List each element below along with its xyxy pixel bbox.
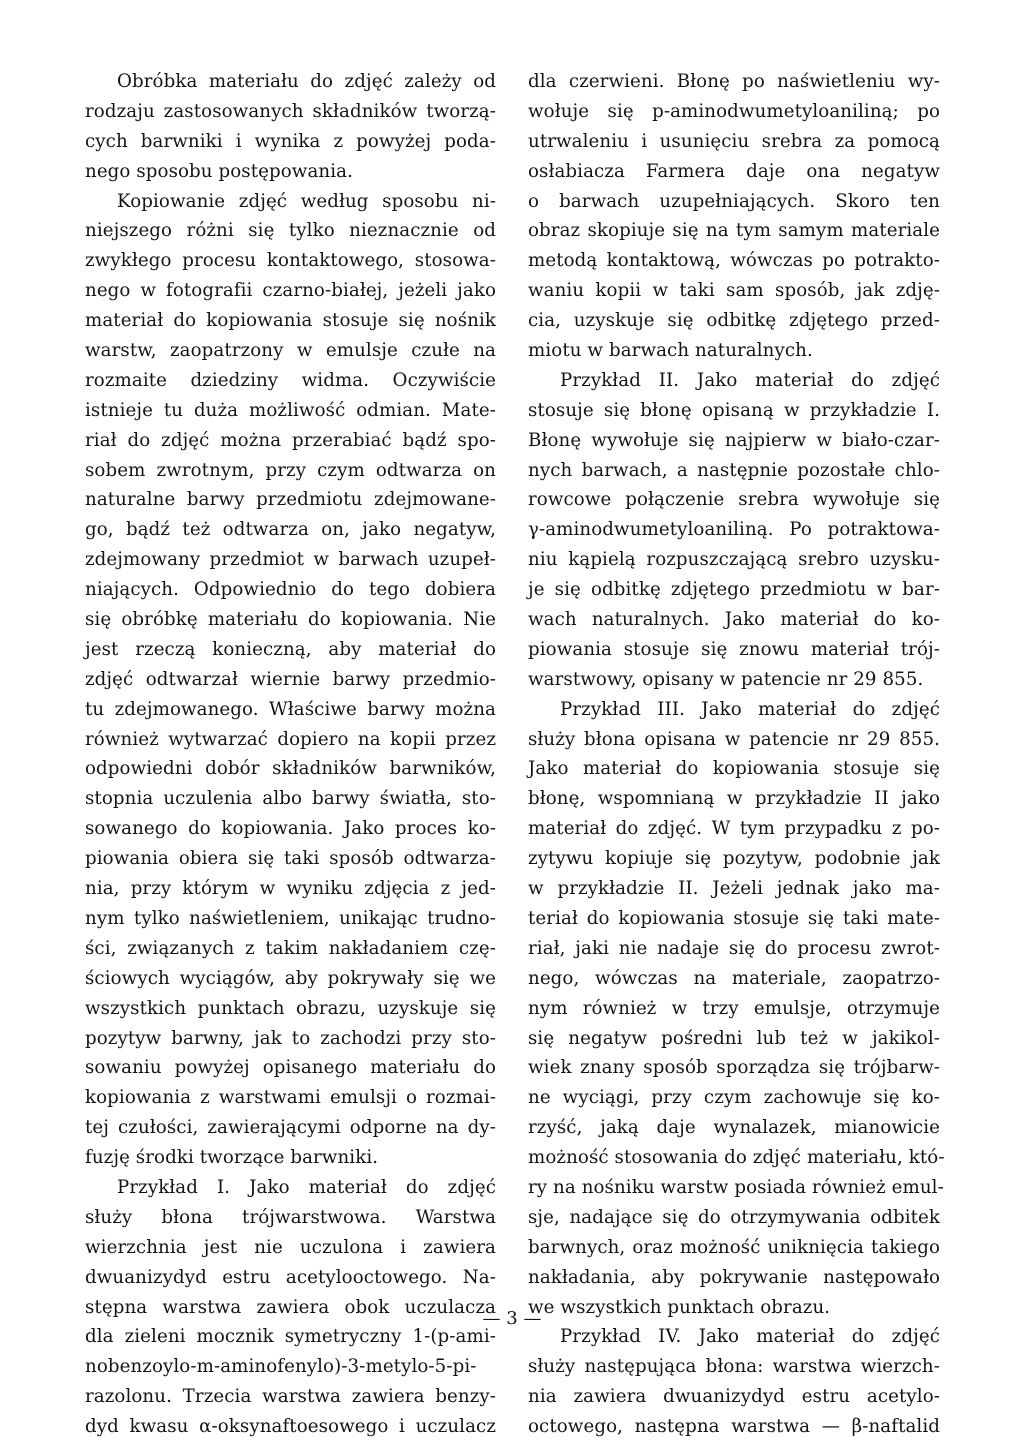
- text-line: je się odbitkę zdjętego przedmiotu w bar-: [528, 579, 940, 601]
- text-line: nakładania, aby pokrywanie następowało: [528, 1266, 940, 1288]
- text-line: dwuanizydyd estru acetylooctowego. Na-: [85, 1266, 496, 1288]
- text-line: się negatyw pośredni lub też w jakikol-: [528, 1027, 940, 1049]
- text-line: Błonę wywołuje się najpierw w biało-czar-: [528, 429, 940, 451]
- text-line: zdejmowany przedmiot w barwach uzupeł-: [85, 549, 496, 571]
- text-line: razolonu. Trzecia warstwa zawiera benzy-: [85, 1386, 496, 1408]
- text-line: rowcowe połączenie srebra wywołuje się: [528, 489, 940, 511]
- text-line: nym również w trzy emulsje, otrzymuje: [528, 997, 940, 1019]
- text-line: γ-aminodwumetyloaniliną. Po potraktowa-: [528, 519, 940, 541]
- text-line: we wszystkich punktach obrazu.: [528, 1296, 831, 1318]
- text-line: go, bądź też odtwarza on, jako negatyw,: [85, 519, 496, 541]
- text-line: zdjęć odtwarzał wiernie barwy przedmio-: [85, 668, 496, 690]
- text-line: o barwach uzupełniających. Skoro ten: [528, 190, 940, 212]
- text-line: Przykład III. Jako materiał do zdjęć: [560, 698, 940, 720]
- text-line: dla zieleni mocznik symetryczny 1-(p-ami-: [85, 1326, 496, 1348]
- text-line: riał, jaki nie nadaje się do procesu zwrot-: [528, 937, 940, 959]
- text-line: w przykładzie II. Jeżeli jednak jako ma-: [528, 878, 940, 900]
- text-line: odpowiedni dobór składników barwników,: [85, 758, 496, 780]
- text-line: fuzję środki tworzące barwniki.: [85, 1147, 379, 1169]
- text-line: służy błona trójwarstwowa. Warstwa: [85, 1206, 496, 1228]
- text-line: rodzaju zastosowanych składników tworzą-: [85, 100, 496, 122]
- text-line: teriał do kopiowania stosuje się taki mate-: [528, 907, 940, 929]
- text-line: riał do zdjęć można przerabiać bądź spo-: [85, 429, 496, 451]
- text-line: ry na nośniku warstw posiada również emul-: [528, 1176, 944, 1198]
- text-line: nego sposobu postępowania.: [85, 160, 353, 182]
- text-line: jest rzeczą konieczną, aby materiał do: [85, 638, 496, 660]
- text-line: błonę, wspomnianą w przykładzie II jako: [528, 788, 940, 810]
- text-line: Kopiowanie zdjęć według sposobu ni-: [117, 190, 496, 212]
- text-line: naturalne barwy przedmiotu zdejmowane-: [85, 489, 496, 511]
- text-line: zwykłego procesu kontaktowego, stosowa-: [85, 250, 496, 272]
- left-text-column: [85, 67, 496, 1442]
- text-line: materiał do kopiowania stosuje się nośnik: [85, 310, 496, 332]
- text-line: osłabiacza Farmera daje ona negatyw: [528, 160, 940, 182]
- text-line: wach naturalnych. Jako materiał do ko-: [528, 609, 940, 631]
- text-line: octowego, następna warstwa — β-naftalid: [528, 1416, 940, 1438]
- text-line: Jako materiał do kopiowania stosuje się: [528, 758, 940, 780]
- text-line: materiał do zdjęć. W tym przypadku z po-: [528, 818, 940, 840]
- text-line: służy następująca błona: warstwa wierzch-: [528, 1356, 940, 1378]
- text-line: się obróbkę materiału do kopiowania. Nie: [85, 609, 496, 631]
- text-line: sowanego do kopiowania. Jako proces ko-: [85, 818, 496, 840]
- text-line: nego, wówczas na materiale, zaopatrzo-: [528, 967, 940, 989]
- text-line: nych barwach, a następnie pozostałe chlo-: [528, 459, 940, 481]
- text-line: piowania stosuje się znowu materiał trój-: [528, 638, 940, 660]
- text-line: warstw, zaopatrzony w emulsje czułe na: [85, 340, 496, 362]
- text-line: sowaniu powyżej opisanego materiału do: [85, 1057, 496, 1079]
- text-line: tu zdejmowanego. Właściwe barwy można: [85, 698, 496, 720]
- text-line: ści, związanych z takim nakładaniem czę-: [85, 937, 496, 959]
- text-line: niających. Odpowiednio do tego dobiera: [85, 579, 496, 601]
- text-line: sje, nadające się do otrzymywania odbitek: [528, 1206, 940, 1228]
- text-line: waniu kopii w taki sam sposób, jak zdję-: [528, 280, 940, 302]
- text-line: niejszego różni się tylko nieznacznie od: [85, 220, 496, 242]
- text-line: warstwowy, opisany w patencie nr 29 855.: [528, 668, 924, 690]
- text-line: dla czerwieni. Błonę po naświetleniu wy-: [528, 71, 940, 92]
- text-line: możność stosowania do zdjęć materiału, któ-: [528, 1147, 945, 1169]
- right-text-column: [528, 67, 945, 1442]
- text-line: barwnych, oraz możność uniknięcia takiego: [528, 1236, 940, 1258]
- text-line: Obróbka materiału do zdjęć zależy od: [117, 71, 496, 92]
- text-line: piowania obiera się taki sposób odtwarza-: [85, 848, 496, 870]
- text-line: nia zawiera dwuanizydyd estru acetylo-: [528, 1386, 940, 1408]
- text-line: Przykład II. Jako materiał do zdjęć: [560, 369, 940, 391]
- text-line: obraz skopiuje się na tym samym materiale: [528, 220, 940, 242]
- text-line: zytywu kopiuje się pozytyw, podobnie jak: [528, 848, 940, 870]
- text-line: stosuje się błonę opisaną w przykładzie I.: [528, 399, 940, 421]
- text-line: ściowych wyciągów, aby pokrywały się we: [85, 967, 496, 989]
- text-line: kopiowania z warstwami emulsji o rozmai-: [85, 1087, 496, 1109]
- text-line: rzyść, jaką daje wynalazek, mianowicie: [528, 1117, 940, 1139]
- text-line: rozmaite dziedziny widma. Oczywiście: [85, 369, 496, 391]
- text-line: nobenzoylo-m-aminofenylo)-3-metylo-5-pi-: [85, 1356, 477, 1378]
- page-number: — 3 —: [482, 1308, 542, 1329]
- text-line: wierzchnia jest nie uczulona i zawiera: [85, 1236, 496, 1258]
- text-line: utrwaleniu i usunięciu srebra za pomocą: [528, 130, 940, 152]
- text-line: wszystkich punktach obrazu, uzyskuje się: [85, 997, 496, 1019]
- text-line: służy błona opisana w patencie nr 29 855.: [528, 728, 940, 750]
- text-line: dyd kwasu α-oksynaftoesowego i uczulacz: [85, 1416, 496, 1438]
- text-line: sobem zwrotnym, przy czym odtwarza on: [85, 459, 496, 481]
- text-line: również wytwarzać dopiero na kopii przez: [85, 728, 496, 750]
- text-line: tej czułości, zawierającymi odporne na dy-: [85, 1117, 496, 1139]
- text-line: wiek znany sposób sporządza się trójbarw-: [528, 1057, 940, 1079]
- text-line: miotu w barwach naturalnych.: [528, 340, 813, 362]
- text-line: niu kąpielą rozpuszczającą srebro uzysku-: [528, 549, 940, 571]
- text-line: stępna warstwa zawiera obok uczulacza: [85, 1296, 496, 1318]
- text-line: stopnia uczulenia albo barwy światła, sto-: [85, 788, 496, 810]
- text-line: Przykład IV. Jako materiał do zdjęć: [560, 1326, 940, 1348]
- text-line: ne wyciągi, przy czym zachowuje się ko-: [528, 1087, 940, 1109]
- text-line: pozytyw barwny, jak to zachodzi przy sto-: [85, 1027, 496, 1049]
- text-line: cia, uzyskuje się odbitkę zdjętego przed-: [528, 310, 940, 332]
- text-line: wołuje się p-aminodwumetyloaniliną; po: [528, 100, 940, 122]
- text-line: nego w fotografii czarno-białej, jeżeli jako: [85, 280, 496, 302]
- text-line: metodą kontaktową, wówczas po potrakto-: [528, 250, 940, 272]
- text-line: cych barwniki i wynika z powyżej poda-: [85, 130, 496, 152]
- text-line: nia, przy którym w wyniku zdjęcia z jed-: [85, 878, 496, 900]
- text-line: nym tylko naświetleniem, unikając trudno-: [85, 907, 496, 929]
- text-line: Przykład I. Jako materiał do zdjęć: [117, 1176, 496, 1198]
- text-line: istnieje tu duża możliwość odmian. Mate-: [85, 399, 496, 421]
